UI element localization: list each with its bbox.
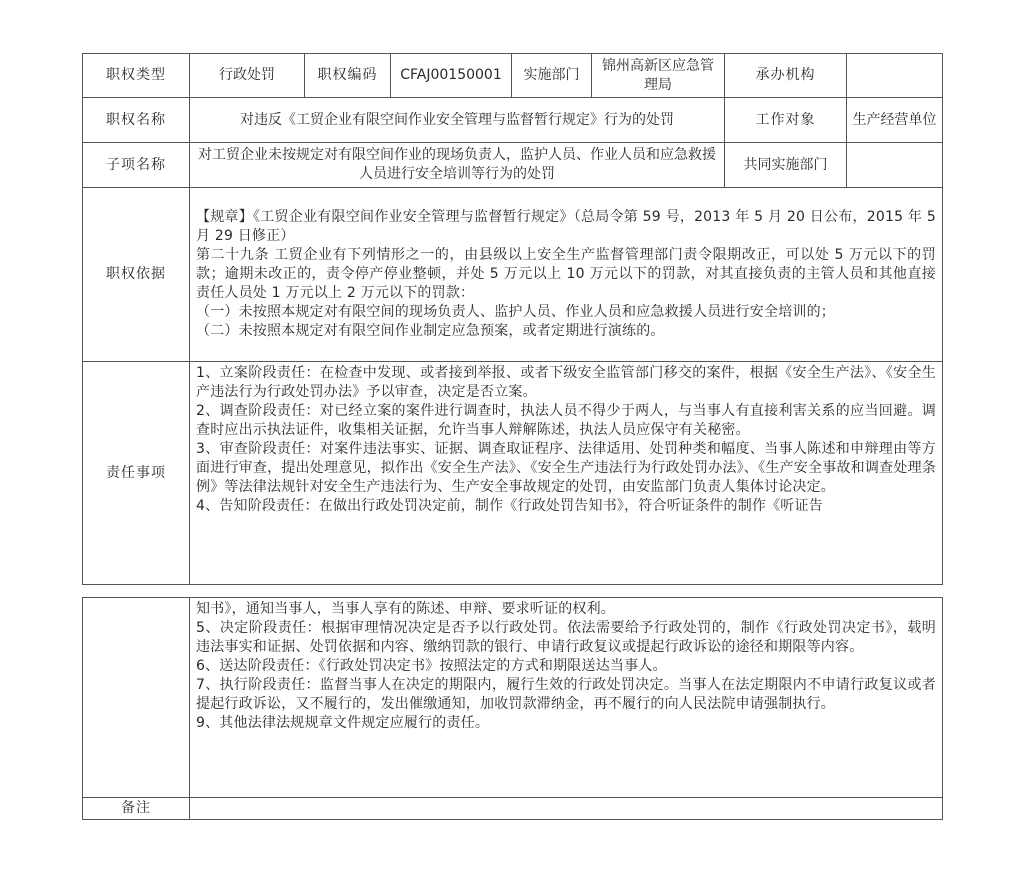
value-work-target: 生产经营单位 (847, 98, 943, 143)
row-authority-name (83, 98, 943, 143)
duty-paragraph: 1、立案阶段责任：在检查中发现、或者接到举报、或者下级安全监管部门移交的案件，根据《安全生产法》、《安全生产违法行为行政处罚办法》予以审查，决定是否立案。 (196, 365, 936, 400)
basis-paragraph: （一）未按照本规定对有限空间的现场负责人、监护人员、作业人员和应急救援人员进行安全培训的； (196, 304, 835, 320)
value-joint-dept (847, 143, 943, 188)
row-responsibilities-continued (83, 598, 943, 798)
value-remarks (190, 798, 943, 820)
label-authority-code: 职权编码 (305, 54, 391, 98)
value-authority-basis (190, 188, 943, 362)
label-authority-basis: 职权依据 (83, 188, 190, 362)
duty-paragraph: 2、调查阶段责任：对已经立案的案件进行调查时，执法人员不得少于两人，与当事人有直接利害关系的应当回避。调查时应出示执法证件，收集相关证据，允许当事人辩解陈述，执法人员应保守有关秘密。 (196, 403, 936, 438)
duty-paragraph: 7、执行阶段责任：监督当事人在决定的期限内，履行生效的行政处罚决定。当事人在法定期限内不申请行政复议或者提起行政诉讼，又不履行的，发出催缴通知，加收罚款滞纳金，再不履行的向人民法院申请强制执行。 (196, 677, 936, 712)
value-subitem-name: 对工贸企业未按规定对有限空间作业的现场负责人，监护人员、作业人员和应急救援人员进行安全培训等行为的处罚 (190, 143, 725, 188)
authority-table-bottom (82, 597, 943, 820)
duty-paragraph: 3、审查阶段责任：对案件违法事实、证据、调查取证程序、法律适用、处罚种类和幅度、当事人陈述和申辩理由等方面进行审查，提出处理意见，拟作出《安全生产法》、《安全生产违法行为行政处罚办法》、《生产安全事故和调查处理条例》等法律法规针对安全生产违法行为、生产安全事故规定的处罚，由安监部门负责人集体讨论决定。 (196, 441, 936, 495)
basis-paragraph: 【规章】《工贸企业有限空间作业安全管理与监督暂行规定》（总局令第 59 号，2013 年 5 月 20 日公布，2015 年 5 月 29 日修正） (196, 209, 936, 244)
value-responsibilities-part1 (190, 362, 943, 585)
label-implementing-dept: 实施部门 (512, 54, 592, 98)
label-remarks: 备注 (83, 798, 190, 820)
value-authority-type: 行政处罚 (190, 54, 305, 98)
label-authority-name: 职权名称 (83, 98, 190, 143)
basis-paragraph: （二）未按照本规定对有限空间作业制定应急预案，或者定期进行演练的。 (196, 323, 665, 339)
duty-paragraph: 5、决定阶段责任：根据审理情况决定是否予以行政处罚。依法需要给予行政处罚的，制作《行政处罚决定书》，载明违法事实和证据、处罚依据和内容、缴纳罚款的银行、申请行政复议或提起行政诉讼的途径和期限等内容。 (196, 620, 936, 655)
label-handling-org: 承办机构 (725, 54, 847, 98)
row-authority-basis (83, 188, 943, 362)
value-responsibilities-part2 (190, 598, 943, 798)
duty-paragraph: 9、其他法律法规规章文件规定应履行的责任。 (196, 715, 490, 731)
label-subitem-name: 子项名称 (83, 143, 190, 188)
row-authority-type (83, 54, 943, 98)
label-joint-dept: 共同实施部门 (725, 143, 847, 188)
basis-paragraph: 第二十九条 工贸企业有下列情形之一的，由县级以上安全生产监督管理部门责令限期改正，可以处 5 万元以下的罚款；逾期未改正的，责令停产停业整顿，并处 5 万元以上 10 万元以下的罚款，对其直接负责的主管人员和其他直接责任人员处 1 万元以上 2 万元以下的罚款： (196, 247, 936, 301)
label-authority-type: 职权类型 (83, 54, 190, 98)
row-subitem-name (83, 143, 943, 188)
value-authority-code: CFAJ00150001 (391, 54, 512, 98)
duty-paragraph: 知书》，通知当事人，当事人享有的陈述、申辩、要求听证的权利。 (196, 601, 615, 617)
authority-table-top (82, 53, 943, 585)
label-work-target: 工作对象 (725, 98, 847, 143)
value-implementing-dept: 锦州高新区应急管理局 (592, 54, 725, 98)
row-remarks (83, 798, 943, 820)
value-handling-org (847, 54, 943, 98)
label-responsibilities-continued (83, 598, 190, 798)
duty-paragraph: 6、送达阶段责任：《行政处罚决定书》按照法定的方式和期限送达当事人。 (196, 658, 667, 674)
duty-paragraph: 4、告知阶段责任：在做出行政处罚决定前，制作《行政处罚告知书》，符合听证条件的制作《听证告 (196, 498, 823, 514)
value-authority-name: 对违反《工贸企业有限空间作业安全管理与监督暂行规定》行为的处罚 (190, 98, 725, 143)
row-responsibilities (83, 362, 943, 585)
label-responsibilities: 责任事项 (83, 362, 190, 585)
